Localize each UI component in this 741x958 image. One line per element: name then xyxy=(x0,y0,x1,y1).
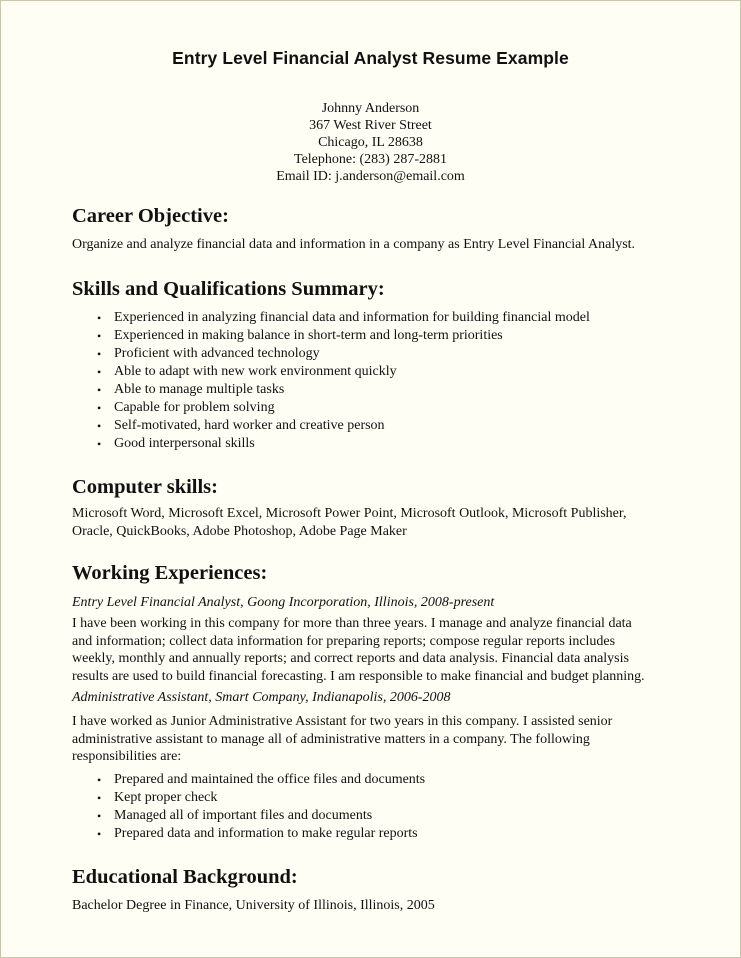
career-line: Organize and analyze financial data and information in a company as Entry Level Financial Analyst. xyxy=(72,237,636,252)
bullet-icon: • xyxy=(97,419,102,433)
contact-name: Johnny Anderson xyxy=(321,101,420,116)
job2-list xyxy=(72,771,425,843)
bullet-icon: • xyxy=(97,827,102,841)
list-item: • Prepared data and information to make regular reports xyxy=(97,826,418,841)
bullet-icon: • xyxy=(97,347,102,361)
education-text: Bachelor Degree in Finance, University of Illinois, Illinois, 2005 xyxy=(72,898,435,913)
document-title: Entry Level Financial Analyst Resume Example xyxy=(172,48,569,68)
contact-telephone: Telephone: (283) 287-2881 xyxy=(294,152,447,167)
list-item: • Self-motivated, hard worker and creative person xyxy=(97,418,385,433)
career-heading: Career Objective: xyxy=(72,205,229,227)
list-item: • Good interpersonal skills xyxy=(97,436,255,451)
bullet-icon: • xyxy=(97,383,102,397)
list-item: • Able to manage multiple tasks xyxy=(97,382,285,397)
bullet-icon: • xyxy=(97,401,102,415)
job2-role: Administrative Assistant, Smart Company, Indianapolis, 2006-2008 xyxy=(72,690,451,705)
computer-text: Microsoft Word, Microsoft Excel, Microsoft Power Point, Microsoft Outlook, Microsoft Publisher, Oracle, QuickBooks, Adobe Photoshop, Adobe Page Maker xyxy=(72,506,627,539)
bullet-icon: • xyxy=(97,791,102,805)
education-heading: Educational Background: xyxy=(72,866,298,888)
bullet-icon: • xyxy=(97,437,102,451)
list-item: • Able to adapt with new work environment quickly xyxy=(97,364,397,379)
list-item: • Experienced in making balance in short-term and long-term priorities xyxy=(97,328,503,343)
list-item: • Proficient with advanced technology xyxy=(97,346,320,361)
job1-description: I have been working in this company for more than three years. I manage and analyze financial data and information; collect data information for preparing reports; compose regular reports includes weekly, monthly and annually reports; and correct reports and data analysis. Financial data analysis results are used to build financial forecasting. I am responsible to make financial and budget planning. xyxy=(72,616,645,684)
career-text xyxy=(72,236,672,254)
contact-city: Chicago, IL 28638 xyxy=(318,135,423,150)
list-item: • Managed all of important files and documents xyxy=(97,808,373,823)
list-item: • Kept proper check xyxy=(97,790,218,805)
contact-block xyxy=(0,100,741,185)
list-item: • Prepared and maintained the office files and documents xyxy=(97,772,426,787)
bullet-icon: • xyxy=(97,311,102,325)
contact-street: 367 West River Street xyxy=(309,118,432,133)
bullet-icon: • xyxy=(97,365,102,379)
job2-description: I have worked as Junior Administrative Assistant for two years in this company. I assisted senior administrative assistant to manage all of administrative matters in a company. The following responsibilities are: xyxy=(72,714,613,764)
computer-heading: Computer skills: xyxy=(72,476,218,498)
list-item: • Capable for problem solving xyxy=(97,400,275,415)
experience-heading: Working Experiences: xyxy=(72,562,268,584)
bullet-icon: • xyxy=(97,809,102,823)
bullet-icon: • xyxy=(97,773,102,787)
contact-email: Email ID: j.anderson@email.com xyxy=(276,169,465,184)
skills-heading: Skills and Qualifications Summary: xyxy=(72,278,385,300)
skills-list xyxy=(72,309,590,453)
bullet-icon: • xyxy=(97,329,102,343)
list-item: • Experienced in analyzing financial data and information for building financial model xyxy=(97,310,590,325)
job1-role: Entry Level Financial Analyst, Goong Incorporation, Illinois, 2008-present xyxy=(72,595,495,610)
